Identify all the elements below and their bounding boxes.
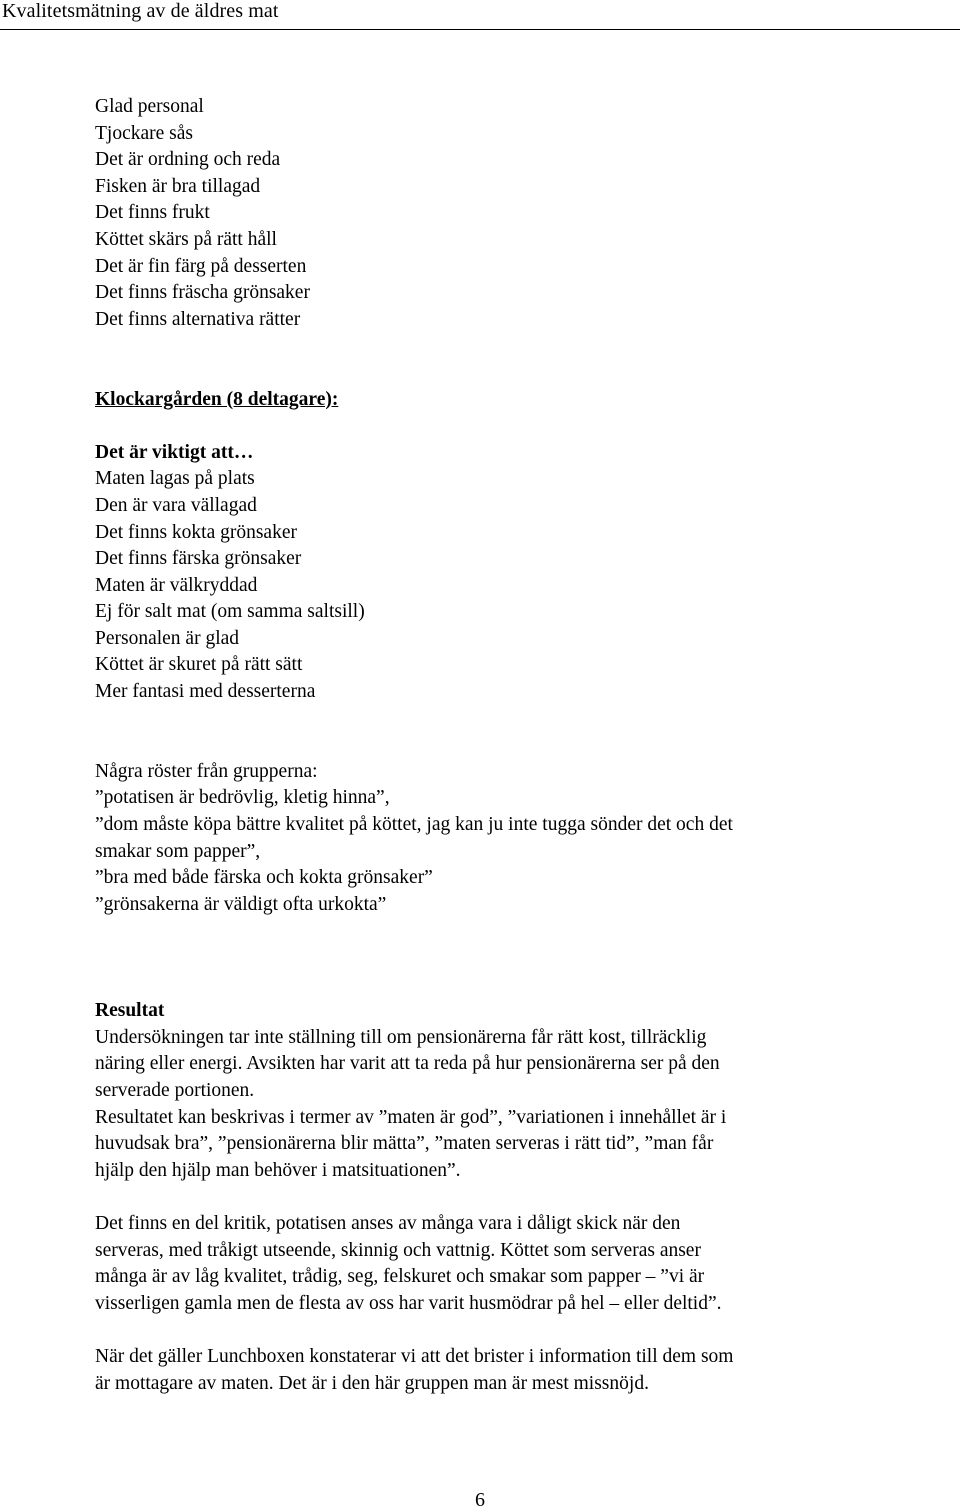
document-body — [95, 94, 855, 1397]
paragraph-line: är mottagare av maten. Det är i den här gruppen man är mest missnöjd. — [95, 1372, 649, 1394]
list-item: Tjockare sås — [95, 122, 193, 144]
paragraph-line: Resultatet kan beskrivas i termer av ”maten är god”, ”variationen i innehållet är i — [95, 1106, 727, 1128]
klockargarden-subheading: Det är viktigt att… — [95, 441, 254, 463]
quote-line: ”dom måste köpa bättre kvalitet på köttet, jag kan ju inte tugga sönder det och det — [95, 814, 733, 836]
list-item: Fisken är bra tillagad — [95, 175, 261, 197]
list-item: Det finns färska grönsaker — [95, 548, 302, 570]
list-item: Köttet är skuret på rätt sätt — [95, 654, 303, 676]
paragraph-line: Det finns en del kritik, potatisen anses av många vara i dåligt skick när den — [95, 1212, 681, 1234]
paragraph-line: serverade portionen. — [95, 1079, 255, 1101]
list-item: Maten lagas på plats — [95, 468, 255, 490]
list-item: Det finns frukt — [95, 202, 210, 224]
spacer — [95, 706, 855, 759]
list-item: Mer fantasi med desserterna — [95, 681, 316, 703]
spacer — [95, 333, 855, 386]
list-item: Maten är välkryddad — [95, 574, 258, 596]
list-item: Det är fin färg på desserten — [95, 255, 307, 277]
quote-line: smakar som papper”, — [95, 840, 261, 862]
paragraph-line: visserligen gamla men de flesta av oss har varit husmödrar på hel – eller deltid”. — [95, 1292, 722, 1314]
header-title: Kvalitetsmätning av de äldres mat — [2, 0, 279, 22]
list-item: Det är ordning och reda — [95, 149, 281, 171]
paragraph-line: serveras, med tråkigt utseende, skinnig och vattnig. Köttet som serveras anser — [95, 1239, 701, 1261]
quote-line: ”grönsakerna är väldigt ofta urkokta” — [95, 893, 387, 915]
klockargarden-section — [95, 387, 855, 706]
quote-line: ”bra med både färska och kokta grönsaker” — [95, 867, 433, 889]
paragraph-line: När det gäller Lunchboxen konstaterar vi att det brister i information till dem som — [95, 1345, 734, 1367]
list-item: Ej för salt mat (om samma saltsill) — [95, 601, 365, 623]
page-number: 6 — [475, 1489, 485, 1511]
spacer — [95, 1317, 855, 1344]
list-item: Det finns alternativa rätter — [95, 308, 301, 330]
result-heading: Resultat — [95, 1000, 165, 1022]
spacer — [95, 413, 855, 440]
list-item: Den är vara vällagad — [95, 494, 257, 516]
spacer — [95, 1184, 855, 1211]
paragraph-line: Undersökningen tar inte ställning till om pensionärerna får rätt kost, tillräcklig — [95, 1026, 707, 1048]
voices-section — [95, 759, 855, 919]
list-a — [95, 94, 855, 333]
list-item: Det finns fräscha grönsaker — [95, 282, 310, 304]
klockargarden-heading: Klockargården (8 deltagare): — [95, 388, 339, 410]
list-item: Det finns kokta grönsaker — [95, 521, 297, 543]
list-item: Köttet skärs på rätt håll — [95, 228, 277, 250]
spacer — [95, 918, 855, 971]
paragraph-line: näring eller energi. Avsikten har varit att ta reda på hur pensionärerna ser på den — [95, 1053, 720, 1075]
paragraph-line: många är av låg kvalitet, trådig, seg, felskuret och smakar som papper – ”vi är — [95, 1266, 705, 1288]
quote-line: ”potatisen är bedrövlig, kletig hinna”, — [95, 787, 390, 809]
voices-heading: Några röster från grupperna: — [95, 760, 318, 782]
paragraph-line: hjälp den hjälp man behöver i matsituationen”. — [95, 1159, 461, 1181]
list-item: Glad personal — [95, 96, 204, 117]
list-item: Personalen är glad — [95, 627, 240, 649]
page-header — [0, 0, 960, 30]
spacer — [95, 972, 855, 999]
result-section — [95, 998, 855, 1397]
paragraph-line: huvudsak bra”, ”pensionärerna blir mätta”, ”maten serveras i rätt tid”, ”man får — [95, 1133, 714, 1155]
